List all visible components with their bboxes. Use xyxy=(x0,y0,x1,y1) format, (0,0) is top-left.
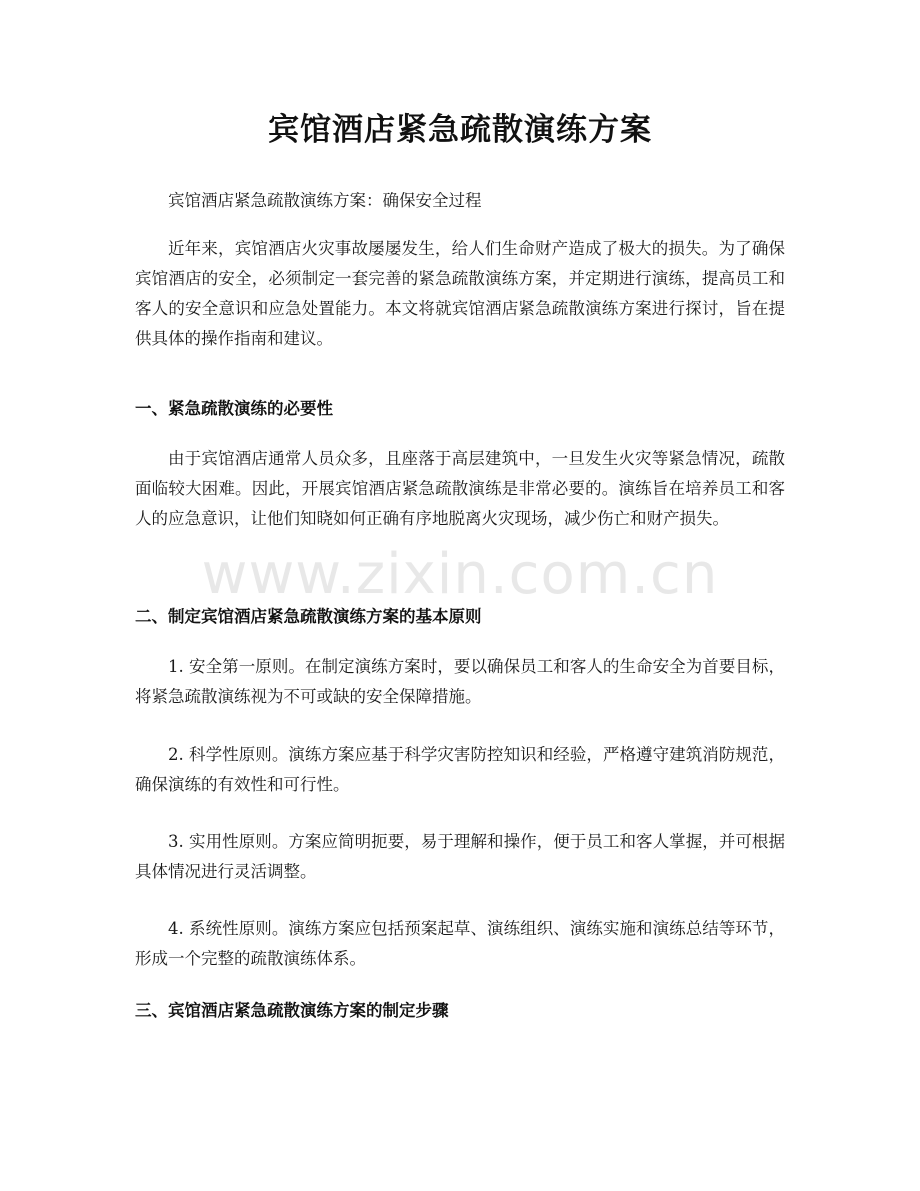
section-heading-1: 一、紧急疏散演练的必要性 xyxy=(135,399,333,418)
principle-1-paragraph: 1. 安全第一原则。在制定演练方案时，要以确保员工和客人的生命安全为首要目标，将紧急疏散演练视为不可或缺的安全保障措施。 xyxy=(135,657,785,706)
section-heading-2: 二、制定宾馆酒店紧急疏散演练方案的基本原则 xyxy=(135,607,482,626)
principle-3-paragraph: 3. 实用性原则。方案应简明扼要，易于理解和操作，便于员工和客人掌握，并可根据具体情况进行灵活调整。 xyxy=(135,832,785,881)
document-title: 宾馆酒店紧急疏散演练方案 xyxy=(268,112,652,148)
section-heading-3: 三、宾馆酒店紧急疏散演练方案的制定步骤 xyxy=(135,1001,449,1020)
intro-paragraph: 近年来，宾馆酒店火灾事故屡屡发生，给人们生命财产造成了极大的损失。为了确保宾馆酒店的安全，必须制定一套完善的紧急疏散演练方案，并定期进行演练，提高员工和客人的安全意识和应急处置能力。本文将就宾馆酒店紧急疏散演练方案进行探讨，旨在提供具体的操作指南和建议。 xyxy=(135,239,785,348)
watermark-text: www.zixin.com.cn xyxy=(201,542,719,607)
section-1-paragraph: 由于宾馆酒店通常人员众多，且座落于高层建筑中，一旦发生火灾等紧急情况，疏散面临较大困难。因此，开展宾馆酒店紧急疏散演练是非常必要的。演练旨在培养员工和客人的应急意识，让他们知晓如何正确有序地脱离火灾现场，减少伤亡和财产损失。 xyxy=(135,449,785,528)
subtitle-paragraph: 宾馆酒店紧急疏散演练方案：确保安全过程 xyxy=(168,191,482,210)
principle-4-paragraph: 4. 系统性原则。演练方案应包括预案起草、演练组织、演练实施和演练总结等环节，形成一个完整的疏散演练体系。 xyxy=(135,919,785,968)
principle-2-paragraph: 2. 科学性原则。演练方案应基于科学灾害防控知识和经验，严格遵守建筑消防规范，确保演练的有效性和可行性。 xyxy=(135,745,785,794)
